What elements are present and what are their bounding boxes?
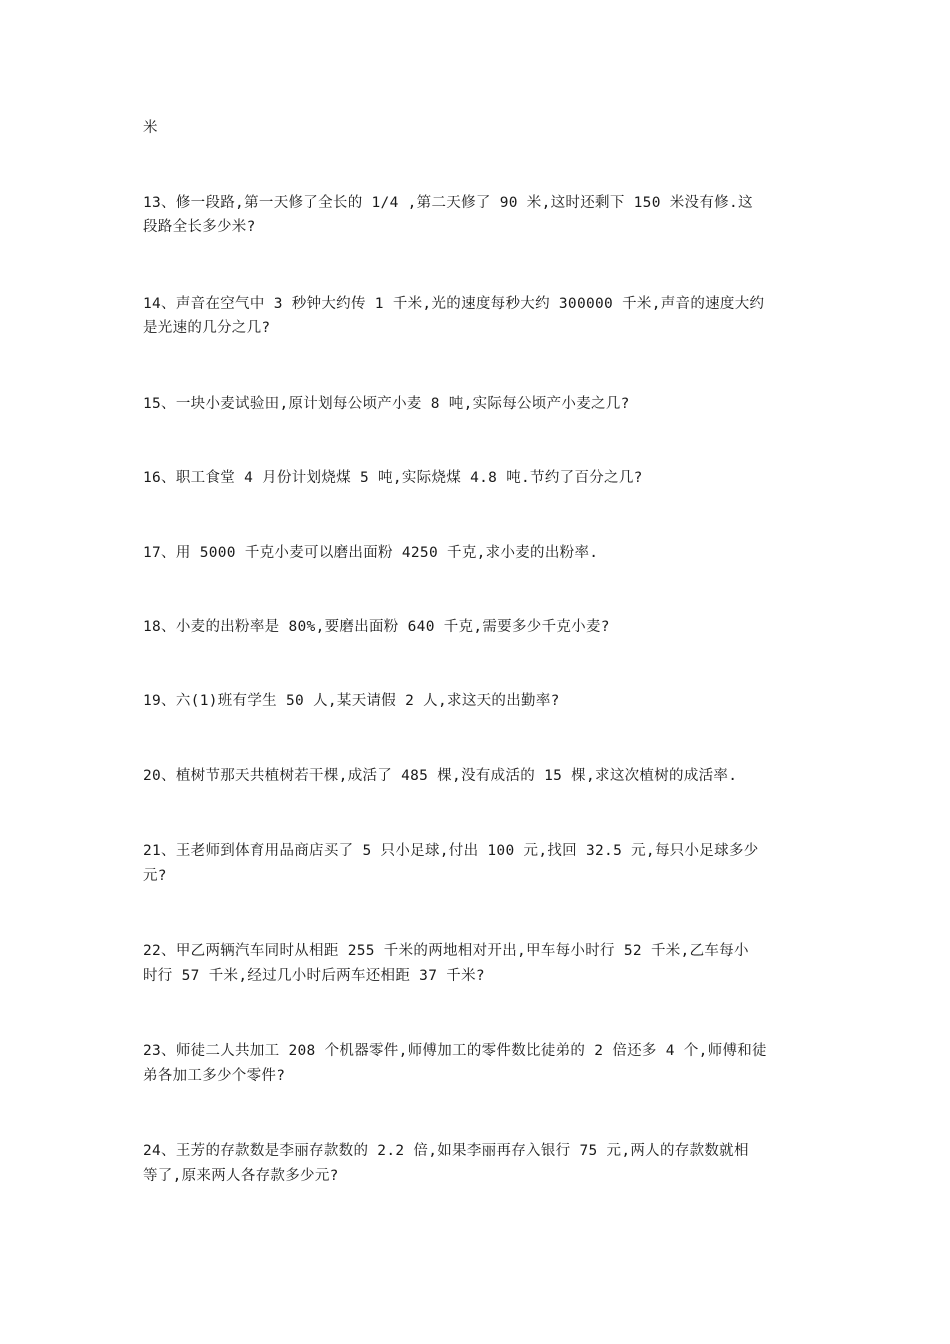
problem-21-line-2: 元? — [143, 868, 167, 884]
problem-22-line-2: 时行 57 千米,经过几小时后两车还相距 37 千米? — [143, 968, 485, 984]
problem-18-line-1: 18、小麦的出粉率是 80%,要磨出面粉 640 千克,需要多少千克小麦? — [143, 619, 610, 635]
problem-21-line-1: 21、王老师到体育用品商店买了 5 只小足球,付出 100 元,找回 32.5 元,每只小足球多少 — [143, 843, 759, 859]
problem-24-line-2: 等了,原来两人各存款多少元? — [143, 1168, 339, 1184]
problem-20-line-1: 20、植树节那天共植树若干棵,成活了 485 棵,没有成活的 15 棵,求这次植树的成活率. — [143, 768, 738, 784]
problem-14-line-1: 14、声音在空气中 3 秒钟大约传 1 千米,光的速度每秒大约 300000 千米,声音的速度大约 — [143, 296, 765, 312]
problem-19-line-1: 19、六(1)班有学生 50 人,某天请假 2 人,求这天的出勤率? — [143, 693, 560, 709]
problem-17-line-1: 17、用 5000 千克小麦可以磨出面粉 4250 千克,求小麦的出粉率. — [143, 545, 599, 561]
problem-13-line-2: 段路全长多少米? — [143, 219, 256, 235]
problem-14-line-2: 是光速的几分之几? — [143, 320, 271, 336]
problem-23-line-1: 23、师徒二人共加工 208 个机器零件,师傅加工的零件数比徒弟的 2 倍还多 4 个,师傅和徒 — [143, 1043, 767, 1059]
problem-15-line-1: 15、一块小麦试验田,原计划每公顷产小麦 8 吨,实际每公顷产小麦之几? — [143, 396, 630, 412]
problem-22-line-1: 22、甲乙两辆汽车同时从相距 255 千米的两地相对开出,甲车每小时行 52 千米,乙车每小 — [143, 943, 749, 959]
problem-16-line-1: 16、职工食堂 4 月份计划烧煤 5 吨,实际烧煤 4.8 吨.节约了百分之几? — [143, 470, 643, 486]
continuation-text: 米 — [143, 120, 158, 136]
problem-13-line-1: 13、修一段路,第一天修了全长的 1/4 ,第二天修了 90 米,这时还剩下 150 米没有修.这 — [143, 195, 753, 211]
problem-23-line-2: 弟各加工多少个零件? — [143, 1068, 286, 1084]
problem-24-line-1: 24、王芳的存款数是李丽存款数的 2.2 倍,如果李丽再存入银行 75 元,两人的存款数就相 — [143, 1143, 749, 1159]
